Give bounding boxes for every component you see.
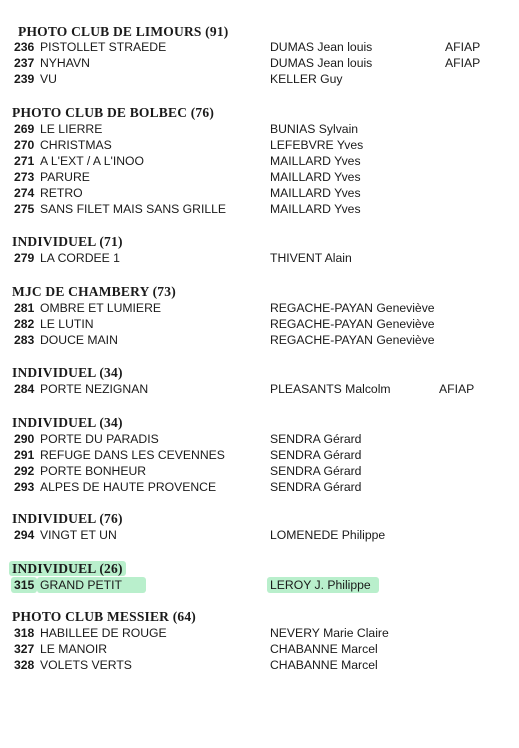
entry-number: 291 (14, 448, 35, 462)
entry-title: LE LIERRE (40, 122, 103, 136)
entry-author: SENDRA Gérard (270, 480, 362, 494)
entry-row (0, 316, 519, 332)
section-heading: INDIVIDUEL (76) (12, 511, 123, 526)
entry-number: 294 (14, 528, 35, 542)
entry-author: LEROY J. Philippe (267, 577, 379, 593)
entry-author: REGACHE-PAYAN Geneviève (270, 333, 435, 347)
entry-author: THIVENT Alain (270, 251, 352, 265)
entry-author: MAILLARD Yves (270, 186, 361, 200)
entry-title: LE MANOIR (40, 642, 108, 656)
entry-row (0, 300, 519, 316)
entry-row (0, 153, 519, 169)
entry-title: VU (40, 72, 57, 86)
entry-title: CHRISTMAS (40, 138, 112, 152)
entry-number: 236 (14, 40, 35, 54)
entry-row (0, 381, 519, 397)
entry-title: REFUGE DANS LES CEVENNES (40, 448, 225, 462)
entry-title: SANS FILET MAIS SANS GRILLE (40, 202, 227, 216)
entry-row (0, 625, 519, 641)
entry-distinction: AFIAP (445, 40, 481, 54)
entry-row (0, 431, 519, 447)
entry-title: A L'EXT / A L'INOO (40, 154, 145, 168)
entry-row (0, 169, 519, 185)
entry-row (0, 185, 519, 201)
section-heading: PHOTO CLUB DE LIMOURS (91) (18, 24, 229, 39)
entry-row (0, 463, 519, 479)
entry-row (0, 121, 519, 137)
entry-title: PORTE NEZIGNAN (40, 382, 149, 396)
entry-author: MAILLARD Yves (270, 170, 361, 184)
entry-title: VINGT ET UN (40, 528, 117, 542)
entry-author: MAILLARD Yves (270, 202, 361, 216)
entry-author: SENDRA Gérard (270, 448, 362, 462)
entry-title: HABILLEE DE ROUGE (40, 626, 167, 640)
entry-row (0, 577, 519, 593)
entry-number: 282 (14, 317, 35, 331)
entry-title: LE LUTIN (40, 317, 94, 331)
entry-number: 318 (14, 626, 35, 640)
entry-number: 239 (14, 72, 35, 86)
entry-title: NYHAVN (40, 56, 90, 70)
entry-row (0, 55, 519, 71)
entry-author: KELLER Guy (270, 72, 343, 86)
entry-title: GRAND PETIT (37, 577, 146, 593)
entry-number: 275 (14, 202, 35, 216)
entry-number: 327 (14, 642, 35, 656)
entry-author: CHABANNE Marcel (270, 642, 378, 656)
entry-row (0, 71, 519, 87)
entry-author: DUMAS Jean louis (270, 56, 373, 70)
entry-number: 279 (14, 251, 35, 265)
entry-row (0, 657, 519, 673)
entry-number: 283 (14, 333, 35, 347)
entry-title: PISTOLLET STRAEDE (40, 40, 167, 54)
entry-row (0, 641, 519, 657)
entry-distinction: AFIAP (439, 382, 475, 396)
section-heading: INDIVIDUEL (71) (12, 234, 123, 249)
entry-row (0, 137, 519, 153)
section-heading: PHOTO CLUB DE BOLBEC (76) (12, 105, 215, 120)
entry-title: LA CORDEE 1 (40, 251, 120, 265)
entry-title: PORTE DU PARADIS (40, 432, 159, 446)
section-heading (12, 561, 126, 577)
entry-number: 281 (14, 301, 35, 315)
entry-title: OMBRE ET LUMIERE (40, 301, 161, 315)
highlight-marker: INDIVIDUEL (26) (9, 561, 126, 576)
entry-title: PORTE BONHEUR (40, 464, 147, 478)
entry-author: SENDRA Gérard (270, 464, 362, 478)
entry-row (0, 527, 519, 543)
section-heading: INDIVIDUEL (34) (12, 415, 123, 430)
entry-number: 292 (14, 464, 35, 478)
entry-number: 270 (14, 138, 35, 152)
entry-title: RETRO (40, 186, 83, 200)
entry-author: PLEASANTS Malcolm (270, 382, 391, 396)
entry-row (0, 332, 519, 348)
entry-number: 293 (14, 480, 35, 494)
entry-title: PARURE (40, 170, 90, 184)
entry-number: 328 (14, 658, 35, 672)
entry-title: ALPES DE HAUTE PROVENCE (40, 480, 217, 494)
entry-author: MAILLARD Yves (270, 154, 361, 168)
section-heading: PHOTO CLUB MESSIER (64) (12, 609, 197, 624)
entry-number: 273 (14, 170, 35, 184)
entry-author: LOMENEDE Philippe (270, 528, 386, 542)
entry-title: VOLETS VERTS (40, 658, 132, 672)
entry-row (0, 479, 519, 495)
entry-author: BUNIAS Sylvain (270, 122, 359, 136)
entry-row (0, 201, 519, 217)
entry-row (0, 447, 519, 463)
section-heading: INDIVIDUEL (34) (12, 365, 123, 380)
entry-distinction: AFIAP (445, 56, 481, 70)
entry-author: CHABANNE Marcel (270, 658, 378, 672)
entry-number: 284 (14, 382, 35, 396)
entry-number: 274 (14, 186, 35, 200)
entry-row (0, 250, 519, 266)
entry-title: DOUCE MAIN (40, 333, 118, 347)
section-heading: MJC DE CHAMBERY (73) (12, 284, 176, 299)
entry-author: LEFEBVRE Yves (270, 138, 364, 152)
entry-number: 271 (14, 154, 35, 168)
entry-number: 269 (14, 122, 35, 136)
entry-author: REGACHE-PAYAN Geneviève (270, 317, 435, 331)
entry-number: 237 (14, 56, 35, 70)
entry-author: REGACHE-PAYAN Geneviève (270, 301, 435, 315)
entry-number: 315 (11, 577, 37, 593)
entry-row (0, 39, 519, 55)
entry-author: NEVERY Marie Claire (270, 626, 389, 640)
entry-author: SENDRA Gérard (270, 432, 362, 446)
entry-author: DUMAS Jean louis (270, 40, 373, 54)
entry-number: 290 (14, 432, 35, 446)
